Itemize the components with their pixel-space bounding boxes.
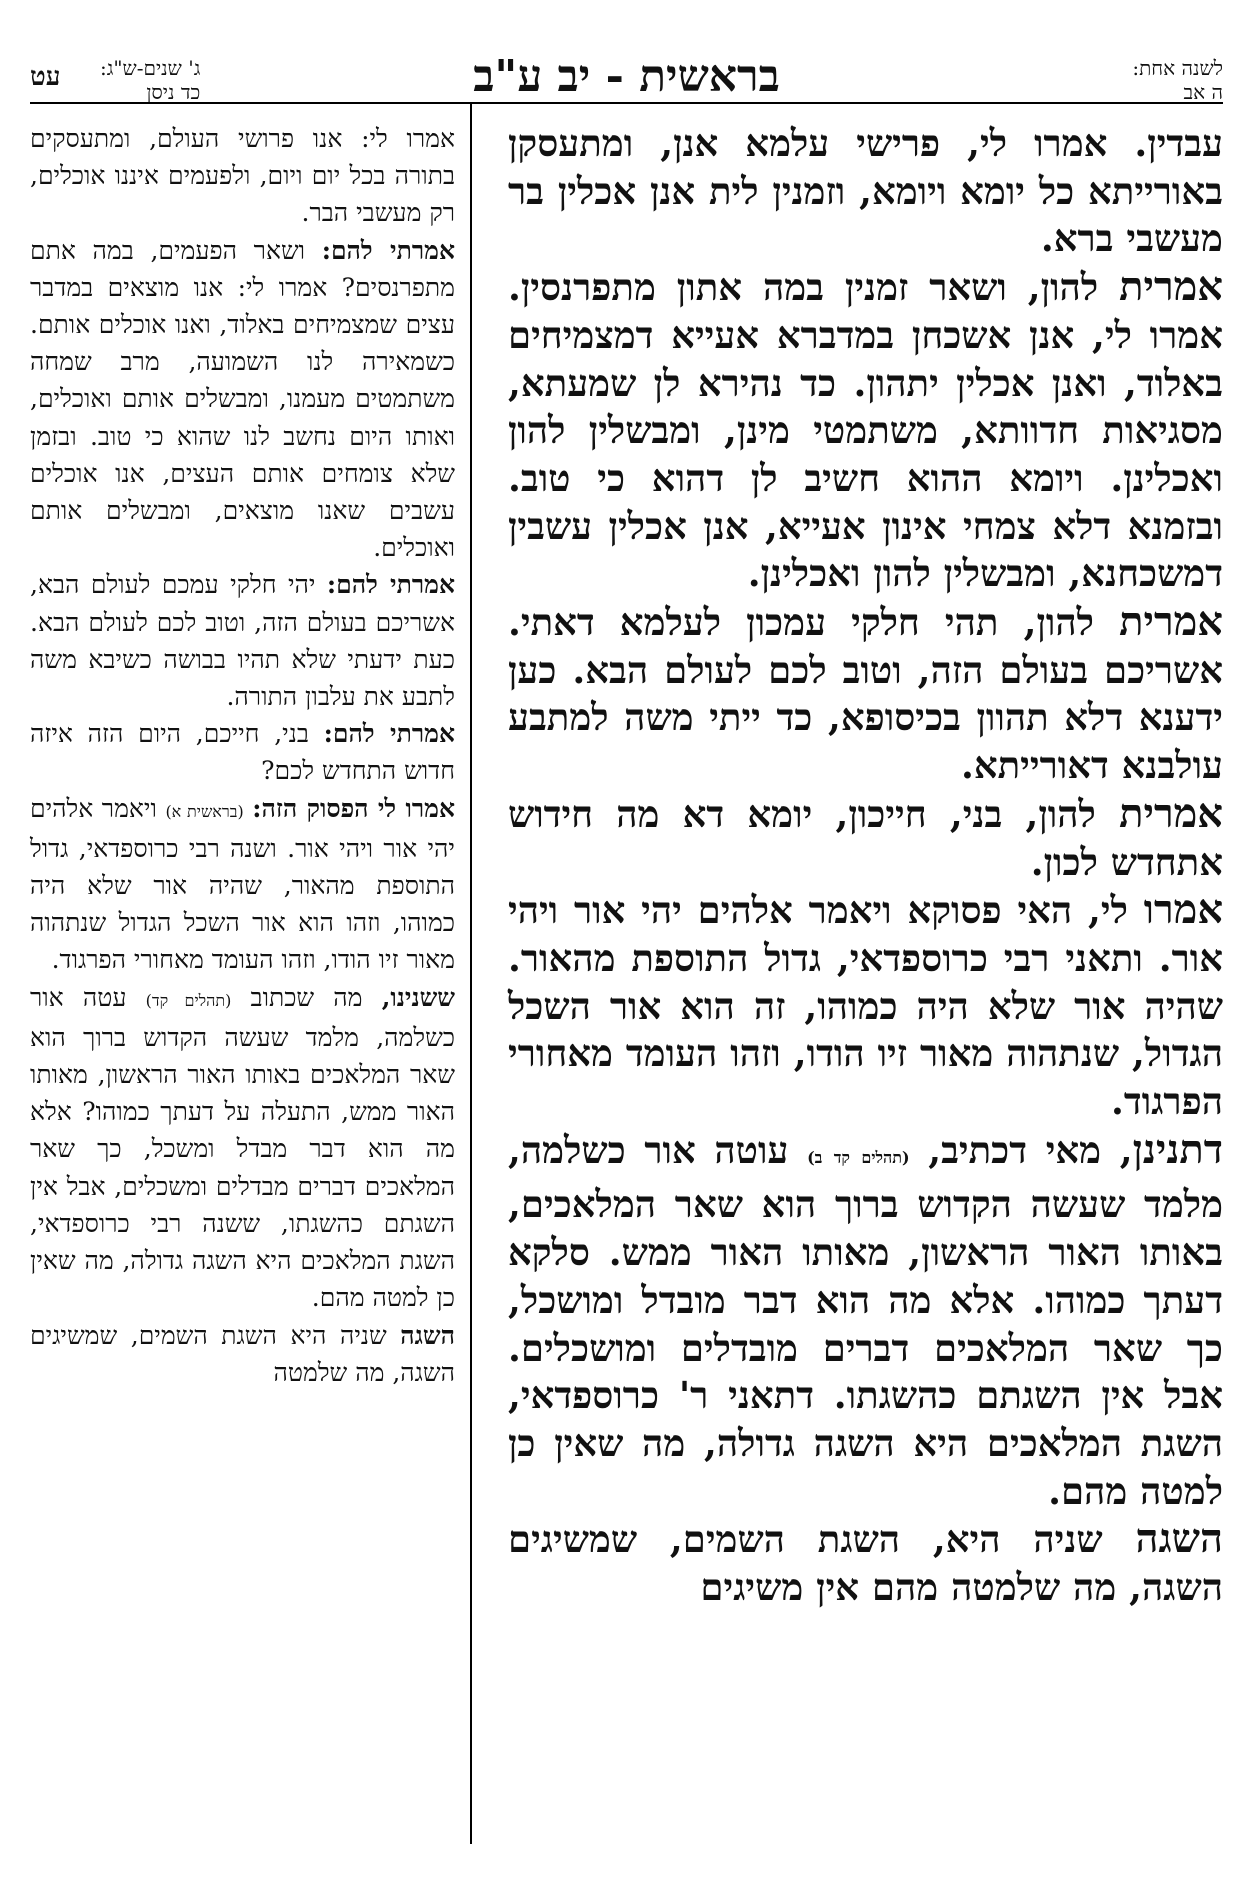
header-three-years-date: כד ניסן (146, 80, 201, 104)
header-three-years-label: ג' שנים-ש"ג: (100, 56, 201, 80)
side-lead-word: אמרתי להם: (326, 570, 455, 600)
main-text: שניה היא, השגת השמים, שמשיגים השגה, מה שלמטה מהם אין משיגים (508, 1517, 1223, 1610)
main-paragraph (508, 263, 1223, 598)
side-lead-word: אמרתי להם: (321, 235, 456, 265)
header-one-year-label: לשנה אחת: (1132, 56, 1223, 80)
verse-reference: (תהלים קד) (145, 990, 232, 1010)
verse-reference: (תהלים קד ב) (807, 1147, 910, 1167)
translation-column (30, 120, 455, 1391)
header-one-year-date: ה אב (1183, 80, 1223, 104)
main-text: להון, ושאר זמנין במה אתון מתפרנסין. אמרו לי, אנן אשכחן במדברא אעייא דמצמיחים באלוד, ואנן אכלין יתהון. כד נהירא לן שמעתא, מסגיאות חדוותא, משתמטי מינן, ומבשלין להון ואכלינן. ויומא ההוא חשיב לן דהוא כי טוב. ובזמנא דלא צמחי אינון אעייא, אנן אכלין עשבין דמשכחנא, ומבשלין להון ואכלינן. (508, 265, 1224, 596)
side-paragraph (30, 979, 455, 1317)
side-paragraph (30, 232, 455, 567)
side-text: ושאר הפעמים, במה אתם מתפרנסים? אמרו לי: אנו מוצאים במדבר עצים שמצמיחים באלוד, ואנו אוכלים אותם. כשמאירה לנו השמועה, מרב שמחה משתמטים מעמנו, ומבשלים אותם ואוכלים, ואותו היום נחשב לנו שהוא כי טוב. ובזמן שלא צומחים אותם העצים, אנו אוכלים עשבים שאנו מוצאים, ומבשלים אותם ואוכלים. (30, 235, 455, 563)
main-text: עבדין. אמרו לי, פרישי עלמא אנן, ומתעסקן באורייתא כל יומא ויומא, וזמנין לית אנן אכלין בר מעשבי ברא. (508, 121, 1223, 261)
side-paragraph (30, 715, 455, 789)
main-lead-word: אמרית (1119, 263, 1223, 311)
main-text-column (508, 120, 1223, 1612)
main-paragraph (508, 886, 1223, 1126)
verse-reference: (בראשית א) (165, 801, 244, 821)
page-number: עט (30, 62, 61, 92)
side-lead-word: אמרתי להם: (323, 719, 455, 749)
page-header (30, 50, 1223, 120)
side-lead-word: אמרו לי הפסוק הזה: (252, 793, 456, 823)
main-lead-word: השגה (1135, 1515, 1223, 1563)
header-divider (30, 102, 1223, 104)
side-lead-word: השגה (400, 1320, 455, 1350)
side-text: בני, חייכם, היום הזה איזה חדוש התחדש לכם? (30, 719, 455, 786)
main-paragraph (508, 598, 1223, 790)
side-text: עטה אור כשלמה, מלמד שעשה הקדוש ברוך הוא שאר המלאכים באותו האור הראשון, מאותו האור ממש, התעלה על דעתך כמוהו? אלא מה הוא דבר מבדל ומשכל, כך שאר המלאכים דברים מבדלים ומשכלים, אבל אין השגתם כהשגתו, ששנה רבי כרוספדאי, השגת המלאכים היא השגה גדולה, מה שאין כן למטה מהם. (30, 982, 455, 1313)
side-text: אמרו לי: אנו פרושי העולם, ומתעסקים בתורה בכל יום ויום, ולפעמים איננו אוכלים, רק מעשבי הבר. (30, 124, 455, 228)
side-text: שניה היא השגת השמים, שמשיגים השגה, מה שלמטה (30, 1320, 455, 1387)
column-divider (470, 104, 472, 1844)
page-title: בראשית - יב ע"ב (473, 51, 780, 102)
main-text: להון, בני, חייכון, יומא דא מה חידוש אתחדש לכון. (508, 791, 1223, 884)
main-text: עוטה אור כשלמה, מלמד שעשה הקדוש ברוך הוא שאר המלאכים, באותו האור הראשון, מאותו האור ממש. סלקא דעתך כמוהו. אלא מה הוא דבר מובדל ומושכל, כך שאר המלאכים דברים מובדלים ומושכלים. אבל אין השגתם כהשגתו. דתאני ר' כרוספדאי, השגת המלאכים היא השגה גדולה, מה שאין כן למטה מהם. (508, 1127, 1223, 1513)
main-paragraph (508, 120, 1223, 263)
main-lead-word: אמרית (1119, 598, 1223, 646)
main-lead-word: אמרית (1119, 789, 1223, 837)
main-paragraph (508, 1515, 1223, 1611)
side-text: מה שכתוב (231, 982, 382, 1012)
main-lead-word: אמרו (1143, 886, 1223, 934)
header-schedule-three-years (100, 56, 200, 104)
side-text: יהי חלקי עמכם לעולם הבא, אשריכם בעולם הזה, וטוב לכם לעולם הבא. כעת ידעתי שלא תהיו בבושה כשיבא משה לתבע את עלבון התורה. (30, 570, 455, 712)
side-lead-word: ששנינו, (381, 982, 456, 1012)
main-paragraph (508, 1126, 1223, 1516)
side-paragraph (30, 120, 455, 232)
main-lead-word: דתנינן (1132, 1125, 1224, 1173)
main-text: לי, האי פסוקא ויאמר אלהים יהי אור ויהי אור. ותאני רבי כרוספדאי, גדול התוספת מהאור. שהיה אור שלא היה כמוהו, זה הוא אור השכל הגדול, שנתהוה מאור זיו הודו, וזהו העומד מאחורי הפרגוד. (508, 888, 1223, 1124)
side-text: ויאמר אלהים יהי אור ויהי אור. ושנה רבי כרוספדאי, גדול התוספת מהאור, שהיה אור שלא היה כמוהו, וזהו הוא אור השכל הגדול שנתהוה מאור זיו הודו, וזהו העומד מאחורי הפרגוד. (30, 793, 455, 975)
side-paragraph (30, 790, 455, 979)
side-paragraph (30, 566, 455, 715)
main-paragraph (508, 790, 1223, 886)
main-text: , מאי דכתיב, (909, 1127, 1133, 1172)
main-text: להון, תהי חלקי עמכון לעלמא דאתי. אשריכם בעולם הזה, וטוב לכם לעולם הבא. כען ידענא דלא תהוון בכיסופא, כד ייתי משה למתבע עולבנא דאורייתא. (508, 600, 1223, 788)
side-paragraph (30, 1317, 455, 1391)
